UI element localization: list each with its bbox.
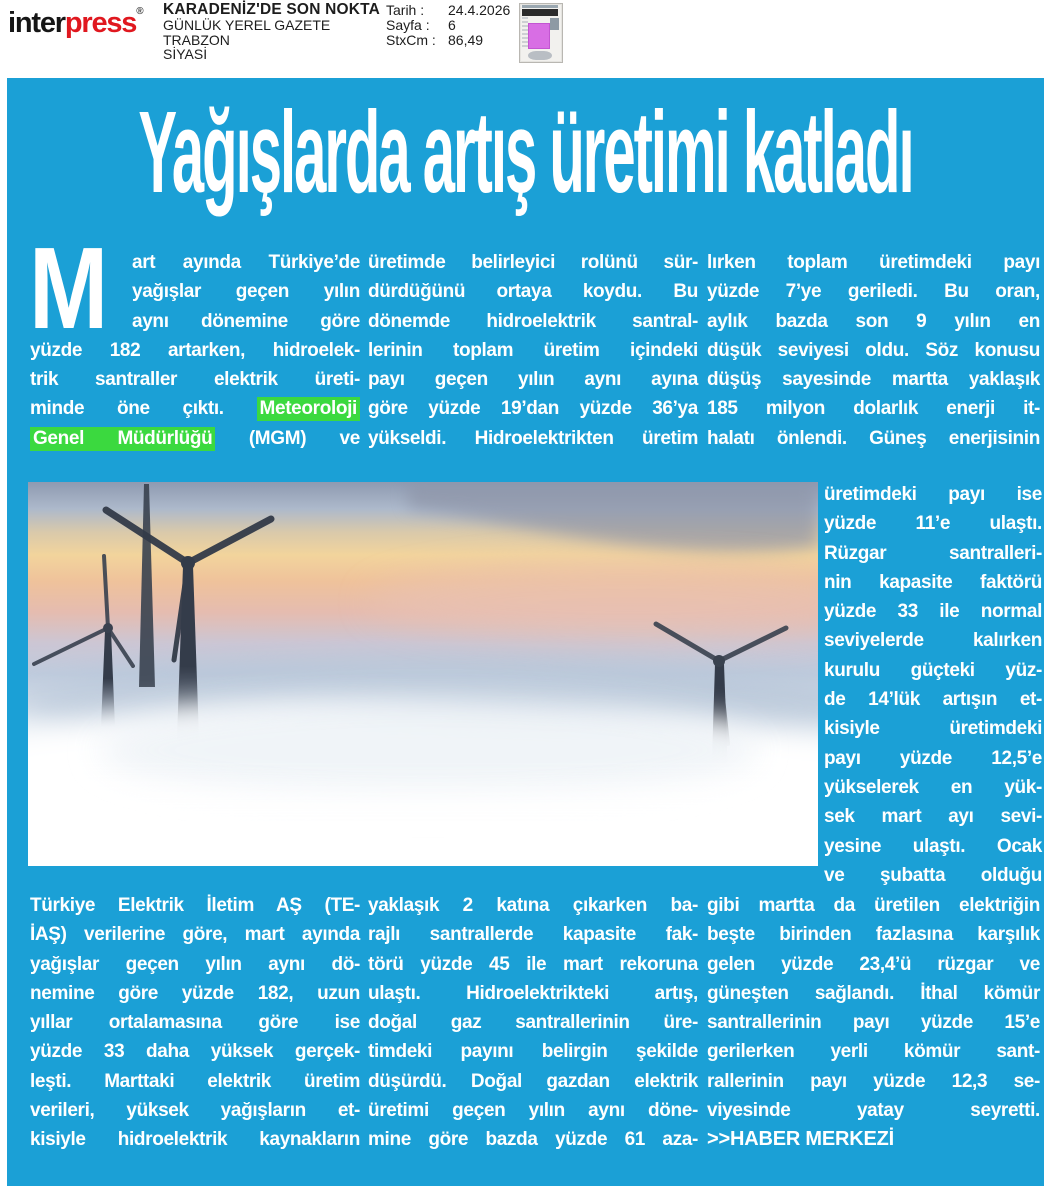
thumbnail-highlight-box bbox=[529, 24, 549, 48]
meta-stxcm-value: 86,49 bbox=[448, 32, 484, 49]
meta-date-value: 24.4.2026 bbox=[448, 2, 511, 18]
article-column-top-1: art ayında Türkiye’de yağışlar geçen yılın aynı dönemine göre yüzde 182 artarken, hidroelek- trik santraller elektrik üreti- minde öne çıktı. Meteoroloji Genel Müdürlüğü (MGM) ve bbox=[30, 252, 360, 449]
wind-turbines-photo bbox=[28, 482, 818, 866]
article-column-top-2: üretimde belirleyici rolünü sür- dürdüğünü ortaya koydu. Bu dönemde hidroelektrik santral- lerinin toplam üretim içindeki payı geçen yılın aynı ayına göre yüzde 19’dan yüzde 36’ya yükseldi. Hidroelektrikten üretim bbox=[368, 252, 698, 449]
publication-info bbox=[163, 3, 380, 62]
publication-name: KARADENİZ'DE SON NOKTA bbox=[163, 1, 381, 18]
article-column-top-3: lırken toplam üretimdeki payı yüzde 7’ye geriledi. Bu oran, aylık bazda son 9 yılın en düşük seviyesi oldu. Söz konusu düşüş sayesinde martta yaklaşık 185 milyon dolarlık enerji it- halatı önlendi. Güneş enerjisinin bbox=[707, 252, 1040, 449]
article-column-bottom-2: yaklaşık 2 katına çıkarken ba- rajlı santrallerde kapasite fak- törü yüzde 45 ile mart rekoruna ulaştı. Hidroelektrikteki artış, doğal gaz santrallerinin üre- timdeki payını belirgin şekilde düşürdü. Doğal gazdan elektrik üretimi geçen yılın aynı döne- mine göre bazda yüzde 61 aza- bbox=[368, 895, 698, 1151]
turbine-right-hub bbox=[713, 655, 725, 667]
turbine-large-hub bbox=[181, 556, 195, 570]
byline: >>HABER MERKEZİ bbox=[707, 1128, 895, 1150]
photo-fog-mid bbox=[98, 698, 758, 802]
meta-page-label: Sayfa : bbox=[386, 17, 430, 34]
publication-type: GÜNLÜK YEREL GAZETE bbox=[163, 16, 331, 33]
logo-text-press: press bbox=[64, 7, 137, 39]
article-headline: Yağışlarda artış üretimi katladı bbox=[138, 88, 913, 218]
thumbnail-bottom-photo bbox=[528, 51, 552, 60]
photo-fog-bottom bbox=[28, 792, 818, 866]
meta-page-value: 6 bbox=[448, 17, 456, 34]
publication-city: TRABZON bbox=[163, 31, 230, 48]
thumbnail-text-lines bbox=[522, 17, 528, 47]
meta-stxcm-row bbox=[386, 32, 484, 49]
meta-date-label: Tarih : bbox=[386, 2, 425, 18]
meta-page-row bbox=[386, 17, 456, 34]
article-panel bbox=[7, 78, 1044, 1186]
interpress-logo bbox=[8, 6, 142, 40]
clipping-header bbox=[0, 0, 1056, 78]
article-column-right: üretimdeki payı ise yüzde 11’e ulaştı. Rüzgar santralleri- nin kapasite faktörü yüzde 33 ile normal seviyelerde kalırken kurulu güçteki yüz- de 14’lük artışın et- kisiyle üretimdeki payı yüzde 12,5’e yükselerek en yük- sek mart ayı sevi- yesine ulaştı. Ocak ve şubatta olduğu bbox=[824, 484, 1042, 886]
turbine-small-left-hub bbox=[103, 623, 113, 633]
logo-text-inter: inter bbox=[8, 7, 65, 39]
thumbnail-masthead-bar bbox=[522, 5, 558, 8]
meta-date-row bbox=[386, 2, 511, 18]
article-column-bottom-3: gibi martta da üretilen elektriğin beşte birinden fazlasına karşılık gelen yüzde 23,4’ü rüzgar ve güneşten sağlandı. İthal kömür santrallerinin payı yüzde 15’e gerilerken yerli kömür sant- rallerinin payı yüzde 12,3 se- viyesinde yatay seyretti. bbox=[707, 895, 1040, 1122]
article-column-bottom-1: Türkiye Elektrik İletim AŞ (TE- İAŞ) verilerine göre, mart ayında yağışlar geçen yılın aynı dö- nemine göre yüzde 182, uzun yıllar ortalamasına göre ise yüzde 33 daha yüksek gerçek- leşti. Marttaki elektrik üretim verileri, yüksek yağışların et- kisiyle hidroelektrik kaynakların bbox=[30, 895, 360, 1151]
drop-cap: M bbox=[29, 223, 109, 353]
thumbnail-photo-block bbox=[550, 18, 559, 30]
clipping-meta bbox=[386, 2, 511, 49]
registered-mark: ® bbox=[136, 6, 143, 17]
page-thumbnail bbox=[519, 3, 563, 63]
meta-stxcm-label: StxCm : bbox=[386, 32, 436, 49]
thumbnail-headline-bar bbox=[522, 9, 558, 16]
publication-category: SİYASİ bbox=[163, 46, 208, 63]
